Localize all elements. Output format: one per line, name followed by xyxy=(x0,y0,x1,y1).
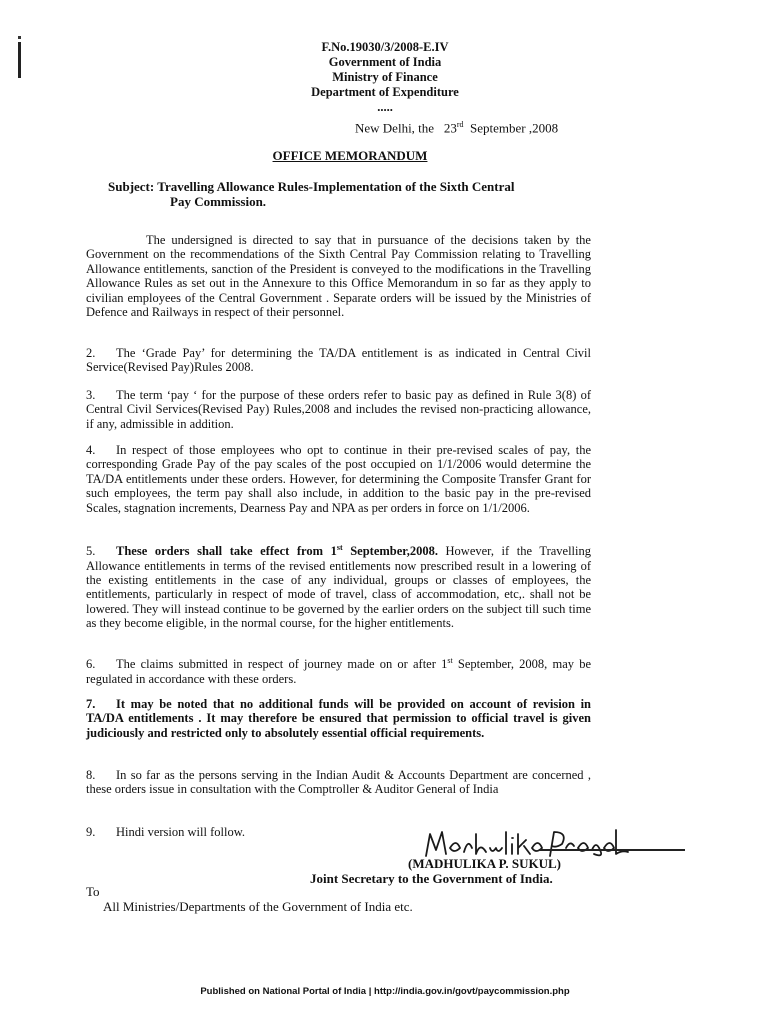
signature-underline xyxy=(540,849,685,851)
department-name: Department of Expenditure xyxy=(311,85,459,99)
paragraph-1: The undersigned is directed to say that in pursuance of the decisions taken by the Government on the recommendations of the Sixth Central Pay Commission relating to Travelling Allowance entitlements, sanction of the President is conveyed to the modifications in the Travelling Allowance Rules as set out in the Annexure to this Office Memorandum in so far as they apply to civilian employees of the Central Government . Separate orders will be issued by the Ministries of Defence and Railways in respect of their personnel. xyxy=(86,233,591,320)
paragraph-text: In respect of those employees who opt to continue in their pre-revised scales of pay, the corresponding Grade Pay of the pay scales of the post occupied on 1/1/2006 would determine the TA/DA entitlements under these orders. However, for determining the Composite Transfer Grant for such employees, the term pay shall also include, in addition to the basic pay in the pre-revised Scales, stagnation increments, Dearness Pay and NPA as per orders in force on 1/1/2006. xyxy=(86,443,591,515)
page-title: OFFICE MEMORANDUM xyxy=(272,148,428,163)
subject xyxy=(108,179,598,209)
paragraph-number: 5. xyxy=(86,544,96,559)
signatory-name: (MADHULIKA P. SUKUL) xyxy=(408,856,562,871)
government-name: Government of India xyxy=(328,55,442,69)
paragraph-bold-date: September,2008. xyxy=(350,544,438,559)
subject-line-1: Subject: Travelling Allowance Rules-Implementation of the Sixth Central xyxy=(108,179,515,194)
separator-dots: ..... xyxy=(377,100,393,114)
paragraph-text: The term ‘pay ‘ for the purpose of these orders refer to basic pay as defined in Rule 3(8) of Central Civil Services(Revised Pay) Rules,2008 and includes the revised non-practicing allowance, if any, admissible in addition. xyxy=(86,388,591,431)
paragraph-number: 8. xyxy=(86,768,96,782)
paragraph-8 xyxy=(86,768,591,797)
paragraph-text: The claims submitted in respect of journey made on or after 1 xyxy=(116,657,448,672)
date-place: New Delhi, the xyxy=(355,120,435,136)
letterhead xyxy=(0,40,770,115)
paragraph-4 xyxy=(86,443,591,515)
paragraph-number: 2. xyxy=(86,346,96,360)
footer-source: Published on National Portal of India | http://india.gov.in/govt/paycommission.php xyxy=(200,986,570,997)
subject-line-2: Pay Commission. xyxy=(170,194,267,209)
paragraph-number: 6. xyxy=(86,657,96,672)
paragraph-2 xyxy=(86,346,591,375)
to-label: To xyxy=(86,884,100,899)
file-number: F.No.19030/3/2008-E.IV xyxy=(321,40,449,54)
paragraph-6 xyxy=(86,654,591,686)
ministry-name: Ministry of Finance xyxy=(332,70,438,84)
paragraph-number: 9. xyxy=(86,825,96,839)
paragraph-text: The ‘Grade Pay’ for determining the TA/DA entitlement is as indicated in Central Civil Service(Revised Pay)Rules 2008. xyxy=(86,346,591,375)
date-day-suffix: rd xyxy=(456,120,464,129)
recipients: All Ministries/Departments of the Government of India etc. xyxy=(103,899,413,914)
paragraph-text: It may be noted that no additional funds will be provided on account of revision in TA/DA entitlements . It may therefore be ensured that permission to official travel is given judiciously and restricted only to absolutely essential official requirements. xyxy=(86,697,591,740)
paragraph-text-continued: September, 2008, may be regulated in accordance with these orders. xyxy=(86,657,591,686)
paragraph-7 xyxy=(86,697,591,740)
paragraph-superscript: st xyxy=(336,543,343,552)
paragraph-3 xyxy=(86,388,591,431)
date-line xyxy=(355,120,558,136)
paragraph-5 xyxy=(86,541,591,631)
date-month-year: September ,2008 xyxy=(469,120,559,136)
paragraph-superscript: st xyxy=(447,656,453,665)
paragraph-text: However, if the Travelling Allowance entitlements in terms of the revised entitlements now prescribed result in a lowering of the existing entitlements in the case of any individual, groups or classes of employees, the entitlements, particularly in respect of mode of travel, class of accommodation, etc,. shall not be lowered. They will instead continue to be governed by the earlier orders on the subject till such time as they become eligible, in the normal course, for the higher entitlements. xyxy=(86,544,591,631)
signatory-designation: Joint Secretary to the Government of India. xyxy=(310,871,553,886)
date-day: 23 xyxy=(443,120,457,136)
paragraph-number: 3. xyxy=(86,388,96,402)
scan-artifact xyxy=(18,36,21,39)
paragraph-number: 4. xyxy=(86,443,96,457)
paragraph-text: In so far as the persons serving in the Indian Audit & Accounts Department are concerned , these orders issue in consultation with the Comptroller & Auditor General of India xyxy=(86,768,591,797)
paragraph-text: Hindi version will follow. xyxy=(116,825,246,839)
paragraph-bold-text: These orders shall take effect from 1 xyxy=(116,544,337,559)
paragraph-number: 7. xyxy=(86,697,96,711)
